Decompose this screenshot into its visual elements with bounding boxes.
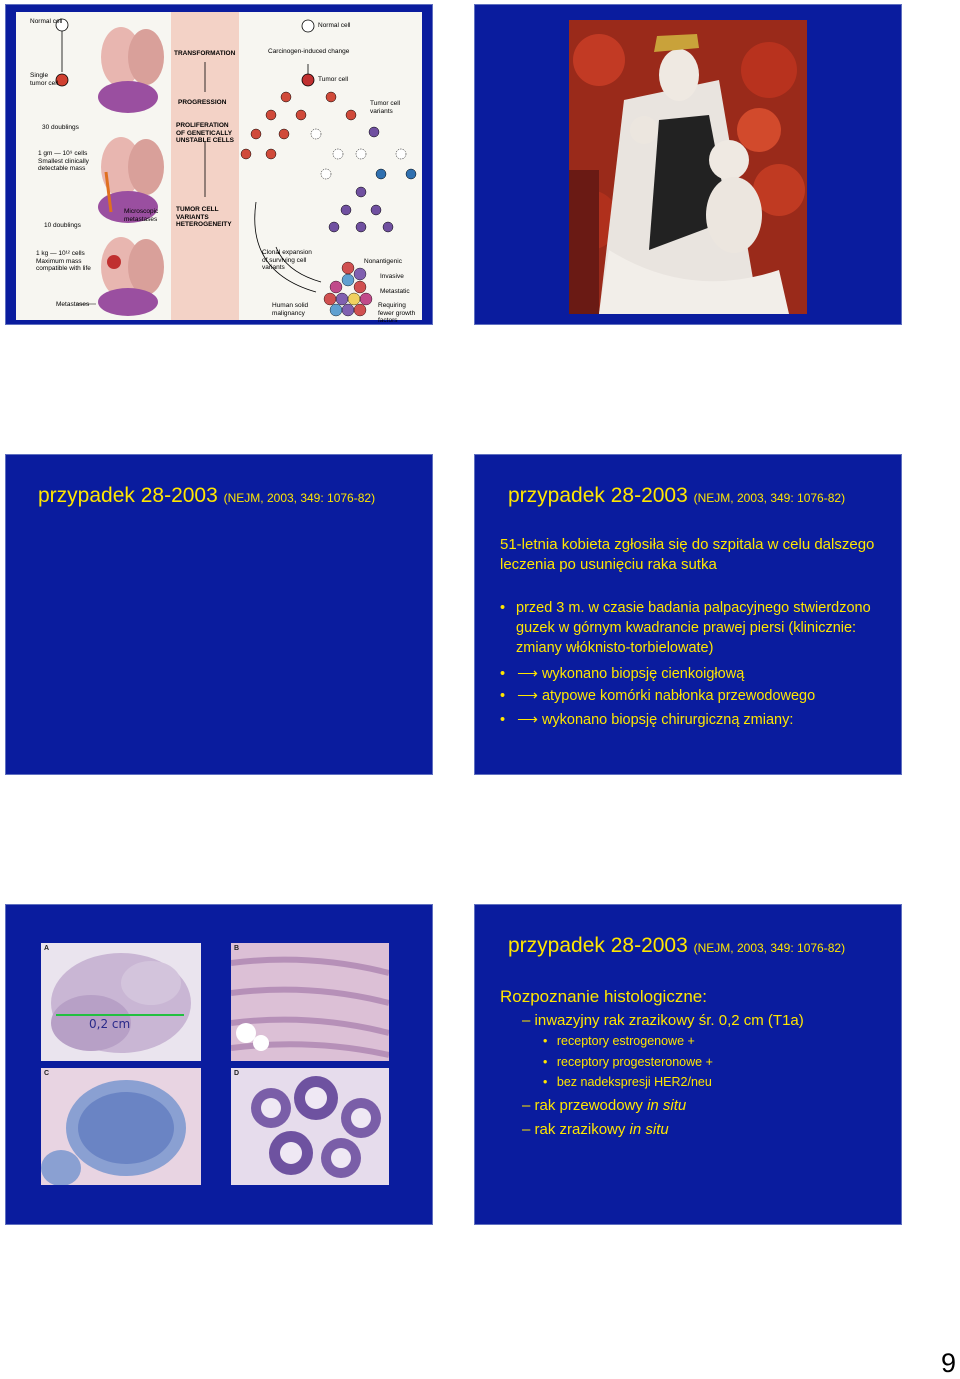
bullet-3-text: atypowe komórki nabłonka przewodowego (541, 688, 816, 704)
panel-a-graphics (41, 943, 201, 1061)
panel-label-d: D (234, 1070, 240, 1077)
slide-title (508, 484, 845, 508)
title-reference: (NEJM, 2003, 349: 1076-82) (693, 491, 846, 505)
organ-illustration-3 (98, 237, 164, 316)
bullet-dot: • (500, 600, 506, 616)
label-metastases: Metastases (56, 301, 90, 308)
label-proliferation: PROLIFERATION OF GENETICALLY UNSTABLE CELLS (176, 122, 235, 144)
label-10-doublings: 10 doublings (44, 222, 81, 229)
sub-item-2-text: receptory progesteronowe + (556, 1055, 713, 1069)
bullet-3 (500, 686, 895, 706)
dash: – (522, 1121, 535, 1138)
diagnosis-heading: Rozpoznanie histologiczne: (500, 987, 707, 1006)
organ-illustration-1 (98, 27, 164, 113)
slide-case-title (5, 454, 433, 775)
label-clonal-expansion: Clonal expansion of surviving cell variants (262, 249, 312, 271)
bullet-2 (500, 664, 895, 684)
title-reference: (NEJM, 2003, 349: 1076-82) (693, 941, 846, 955)
diagnosis-item-1-text: inwazyjny rak zrazikowy śr. 0,2 cm (T1a) (534, 1012, 804, 1029)
title-main: przypadek 28-2003 (508, 484, 688, 507)
bullet-dot: • (543, 1075, 548, 1089)
bullet-dot: • (500, 688, 506, 704)
histology-panel-c (41, 1068, 201, 1185)
label-nonantigenic: Nonantigenic (364, 258, 402, 265)
bullet-dot: • (500, 666, 506, 682)
histology-panel-d (231, 1068, 389, 1185)
label-carcinogen: Carcinogen-induced change (268, 48, 350, 55)
dash: – (522, 1097, 535, 1114)
bullet-2-text: wykonano biopsję cienkoigłową (541, 666, 745, 682)
bullet-dot: • (543, 1034, 548, 1048)
label-tumor-cell: Tumor cell (318, 76, 349, 83)
bullet-1-text: przed 3 m. w czasie badania palpacyjnego stwierdzono guzek w górnym kwadrancie prawej piersi (klinicznie: zmiany włóknisto-torbielowate) (516, 600, 871, 656)
diagnosis-item-3-italic: in situ (629, 1121, 669, 1138)
panel-label-c: C (44, 1070, 50, 1077)
slide-painting (474, 4, 902, 325)
slide-tumor-progression (5, 4, 433, 325)
diagnosis-item-3 (522, 1121, 669, 1138)
madonna-painting-image (569, 20, 807, 314)
panel-label-a: A (44, 945, 50, 952)
diagnosis-item-2 (522, 1097, 686, 1114)
slide-histology (5, 904, 433, 1225)
panel-d-graphics (231, 1068, 389, 1185)
label-microscopic-metastases: Microscopic metastases (124, 208, 159, 223)
title-reference: (NEJM, 2003, 349: 1076-82) (223, 491, 376, 505)
title-main: przypadek 28-2003 (508, 934, 688, 957)
tumor-progression-diagram (16, 12, 422, 324)
painting-graphics (569, 20, 807, 314)
panel-b-graphics (231, 943, 389, 1061)
case-intro: 51-letnia kobieta zgłosiła się do szpitala w celu dalszego leczenia po usunięciu raka sutka (500, 536, 875, 573)
sub-item-2 (543, 1055, 713, 1069)
histology-panel-b (231, 943, 389, 1061)
sub-item-1-text: receptory estrogenowe + (556, 1034, 695, 1048)
slide-diagnosis (474, 904, 902, 1225)
sub-item-3 (543, 1075, 712, 1089)
arrow-icon: ⟶ (517, 688, 538, 704)
diagnosis-item-3-text: rak zrazikowy (534, 1121, 630, 1138)
arrow-icon: ⟶ (517, 666, 538, 682)
label-transformation: TRANSFORMATION (174, 50, 236, 57)
label-heterogeneity: TUMOR CELL VARIANTS HETEROGENEITY (176, 206, 232, 228)
label-human-solid-malignancy: Human solid malignancy (272, 302, 309, 317)
bullet-dot: • (500, 712, 506, 728)
diagnosis-item-1 (522, 1012, 804, 1029)
sub-item-1 (543, 1034, 695, 1048)
title-main: przypadek 28-2003 (38, 484, 218, 507)
dash: – (522, 1012, 535, 1029)
label-single-tumor-cell: Single tumor cell (30, 72, 59, 87)
slide-title (508, 934, 845, 958)
slide-case-description (474, 454, 902, 775)
histology-panel-a (41, 943, 201, 1061)
arrow-icon: ⟶ (517, 712, 538, 728)
label-normal-cell: Normal cell (30, 18, 63, 25)
scale-bar-label: 0,2 cm (89, 1017, 131, 1031)
slide-title (38, 484, 375, 508)
page-number: 9 (940, 1348, 956, 1378)
panel-label-b: B (234, 945, 240, 952)
diagnosis-item-2-text: rak przewodowy (534, 1097, 648, 1114)
label-invasive: Invasive (380, 273, 404, 280)
label-tumor-cell-variants: Tumor cell variants (370, 100, 401, 115)
panel-c-graphics (41, 1068, 201, 1185)
sub-item-3-text: bez nadekspresji HER2/neu (556, 1075, 712, 1089)
bullet-dot: • (543, 1055, 548, 1069)
bullet-4 (500, 710, 895, 730)
label-normal-cell-right: Normal cell (318, 22, 351, 29)
label-30-doublings: 30 doublings (42, 124, 79, 131)
diagnosis-item-2-italic: in situ (647, 1097, 687, 1114)
label-requiring-fewer: Requiring fewer growth factors (378, 302, 416, 324)
bullet-4-text: wykonano biopsję chirurgiczną zmiany: (541, 712, 794, 728)
label-metastatic: Metastatic (380, 288, 410, 295)
label-1kg: 1 kg — 10¹² cells Maximum mass compatible with life (36, 250, 91, 272)
bullet-1 (500, 598, 895, 658)
label-1gm: 1 gm — 10⁹ cells Smallest clinically detectable mass (38, 150, 89, 172)
label-progression: PROGRESSION (178, 99, 227, 106)
